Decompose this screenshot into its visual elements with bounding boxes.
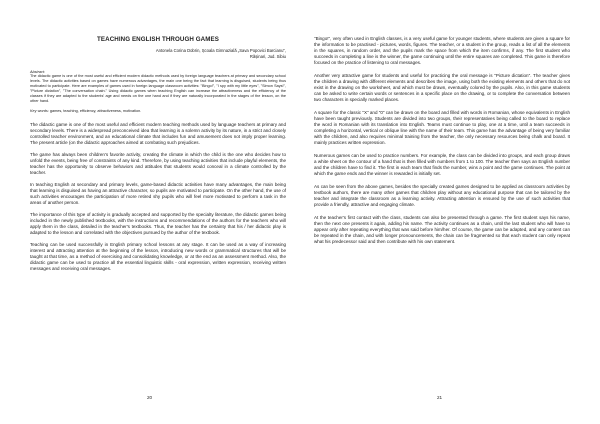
paragraph: Numerous games can be used to practice numbers. For example, the class can be divided into groups, and each group draws a white sheet on the contour of a hand that is then filled with numbers from 1 to 100. The teacher then says an English number and the children have to find it. The first in each team that finds the number, wins a point and the game continues. The point at which the game ends and the winner is rewarded is initially set.: [314, 153, 570, 176]
paragraph: A square for the classic "X" and "0" can be drawn on the board and filled with words in Romanian, whose equivalents in English have been taught previously. Students are divided into two groups, their representatives being called to the board to replace the word in Romanian with its translation into English. Teams must continue to play, one at a time, until a team succeeds in completing a horizontal, vertical or oblique line with the name of their team. This game has the advantage of being very familiar with the children, and also requires minimal training from the teacher, the only necessary resources being chalk and board. It mainly practices written expression.: [314, 110, 570, 145]
page-number-right: 21: [437, 395, 443, 400]
paragraph: In teaching English at secondary and primary levels, game-based didactic activities have many advantages, the main being that learning is disguised as having an attractive character, so pupils are motivated to participate. On the other hand, the use of such activities encourages the participation of more retired shy pupils who will feel more motivated to perform a task in the areas of another person.: [30, 181, 286, 205]
paragraph: The didactic game is one of the most useful and efficient modern teaching methods used by language teachers at primary and secondary levels. There is a widespread preconceived idea that learning is a solemn activity by its nature, in a strict and closely controlled teacher environment, and an educational climate that includes fun and amusement does not imply proper learning. The present article (on the didactic approaches aimed at combating such prejudices.: [30, 121, 286, 145]
paragraph: The importance of this type of activity is gradually accepted and supported by the specialty literature, the didactic games being included in the newly published textbooks, with the instructions and recommendations of the authors for the teachers who will apply them in the class, detailed in the teacher's textbooks. Thus, the teacher has the certainty that his / her didactic play is adapted to the lesson and correlated with the objectives pursued by the author of the textbook.: [30, 211, 286, 235]
abstract-text: The didactic game is one of the most useful and efficient modern didactic methods used by foreign language teachers at primary and secondary school levels. The didactic activities based on games have numerous advantages, the main one being the fact that learning is disguised, students being thus motivated to participate. Here are examples of games used in foreign language classroom activities: "Bingo!", "I spy with my little eyes", "Simon Says!", "Picture dictation", "The conversation chain." Using didactic games when teaching English can increase the attractiveness and the efficiency of the classes if they are adapted to the students' age and needs on the one hand and if they are naturally incorporated in the stages of the lesson, on the other hand.: [30, 74, 286, 103]
paragraph: As can be seen from the above games, besides the specially created games designed to be applied as classroom activities by textbook authors, there are many other games that children play without any educational purpose that can be tailored by the teacher and integrate the classroom as a learning activity. Attracting attention is ensured by the use of such activities that provide a friendly, attractive and engaging climate.: [314, 184, 570, 207]
keywords: [30, 109, 286, 113]
paragraph: Teaching can be used successfully in English primary school lessons at any stage. It can be used as a way of increasing interest and attracting attention at the beginning of the lesson, introducing new words or grammatical structures that will be taught at that time, as a method of exercising and consolidating knowledge, or at the end as an assessment method. Also, the didactic game can be used to practice all the essential linguistic skills - oral expression, written expression, receiving written messages and receiving oral messages.: [30, 241, 286, 271]
abstract-label: Abstract:: [30, 70, 45, 75]
page-number-left: 20: [147, 395, 153, 400]
keywords-label: Key words:: [30, 108, 49, 113]
author-line-1: Antonela Corina Dobrin, Școala Gimnazială „Sava Popovici Barcianu”,: [155, 48, 286, 53]
right-page: [300, 0, 600, 424]
author-line-2: Rășinari, Jud. Sibiu: [249, 53, 286, 59]
author-affiliation: [30, 48, 286, 59]
keywords-text: games, teaching, efficiency, attractiveness, motivation.: [49, 108, 142, 113]
article-title: TEACHING ENGLISH THROUGH GAMES: [97, 36, 219, 43]
paragraph: Another very attractive game for students and useful for practicing the oral message is "Picture dictation". The teacher gives the children a drawing with different elements and describes the image, using both the existing elements and others that do not exist in the drawing on the worksheet, and which must be drawn, eventually colored by the pupils. Also, in this game students can be asked to write certain words or sentences in a specific place on the drawing, or to complete the conversation between two characters in specially marked places.: [314, 73, 570, 102]
paragraph: "Bingo!", very often used in English classes, is a very useful game for younger students, where students are given a square for the information to be practised - pictures, words, figures. The teacher, or a student in the group, reads a list of all the elements in the squares, in random order, and the pupils mark the space from which the item confirms, if any. The first student who succeeds in completing a line is the winner, the game continuing until the entire squares are completed. This game is therefore focused on the practice of listening to oral messages.: [314, 36, 570, 65]
paragraph: The game has always been children's favorite activity, creating the climate in which the child is the one who decides how to unfold the events, being free of constraints of any kind. Therefore, by using teaching activities that include playful elements, the teacher has the opportunity to observe behaviors and attitudes that students would conceal in a climate controlled by the teacher.: [30, 151, 286, 175]
paragraph: At the teacher's first contact with the class, students can also be presented through a game. The first student says his name, then the next one presents it again, adding his name. The activity continues as a chain, until the last student who will have to appear only after repeating everything that was said before him/her. Of course, the game can be adapted, and any content can be repeated in the chain, and with longer pronouncements, the chain can be fragmented so that each student can only repeat what his predecessor said and then contribute with his own statement.: [314, 215, 570, 244]
